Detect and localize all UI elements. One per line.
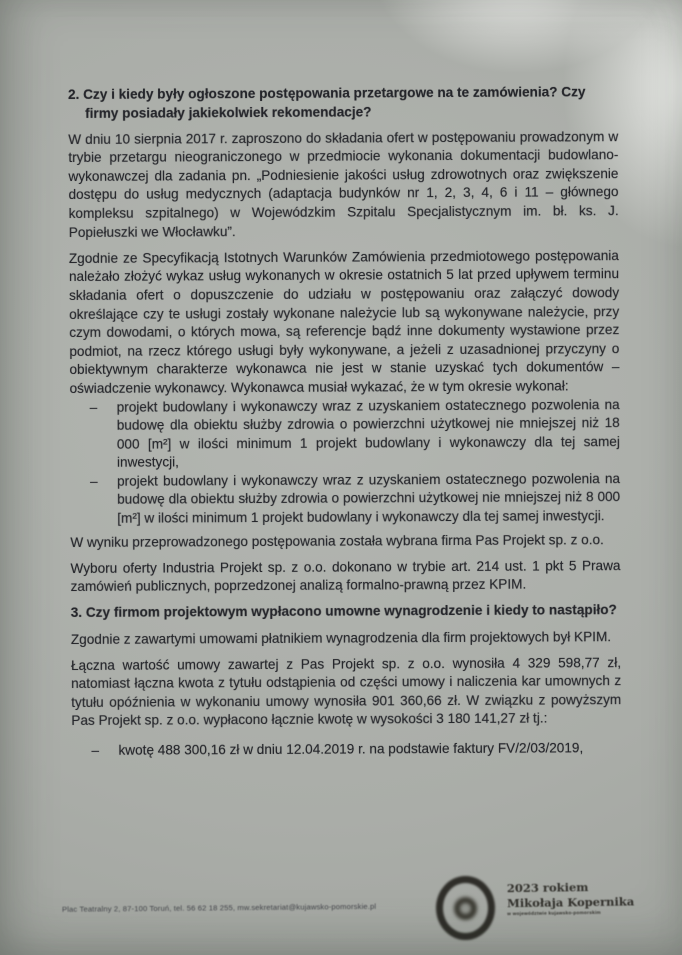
list-item	[70, 396, 620, 473]
list-item-text: projekt budowlany i wykonawczy wraz z uzyskaniem ostatecznego pozwolenia na budowę dla obiektu służby zdrowia o powierzchni użytkowej nie mniejszej niż 18 000 [m²] w ilości minimum 1 projekt budowlany i wykonawczy dla tej samej inwestycji,	[116, 396, 620, 471]
list-item	[71, 739, 621, 760]
copernicus-sun-icon	[454, 897, 477, 920]
paragraph-tender-invitation: W dniu 10 sierpnia 2017 r. zaproszono do składania ofert w postępowaniu prowadzonym w trybie przetargu nieograniczonego w przedmiocie wykonania dokumentacji budowlano-wykonawczej dla zadania pn. „Podniesienie jakości usług zdrowotnych oraz zwiększenie dostępu do usług medycznych (adaptacja budynków nr 1, 2, 3, 4, 6 i 11 – głównego kompleksu szpitalnego) w Wojewódzkim Szpitalu Specjalistycznym im. bł. ks. J. Popiełuszki we Włocławku”.	[68, 128, 619, 240]
document-body	[68, 83, 622, 765]
logo-subtitle-line: w województwie kujawsko-pomorskim	[507, 909, 601, 916]
payments-list	[71, 739, 621, 760]
copernicus-logo	[436, 876, 495, 940]
dash-bullet-icon: –	[90, 473, 98, 489]
copernicus-emblem-icon	[436, 876, 495, 940]
requirements-list	[70, 396, 621, 529]
logo-name-line: Mikołaja Kopernika	[506, 893, 635, 910]
logo-year-line: 2023 rokiem	[506, 880, 589, 896]
dash-bullet-icon: –	[89, 399, 98, 415]
paragraph-selection-result: W wyniku przeprowadzonego postępowania została wybrana firma Pas Projekt sp. z o.o.	[70, 531, 604, 550]
list-item	[70, 470, 620, 529]
question-2-heading: 2. Czy i kiedy były ogłoszone postępowania przetargowe na te zamówienia? Czy firmy posiadały jakiekolwiek rekomendacje?	[68, 84, 586, 121]
dash-bullet-icon: –	[91, 742, 100, 758]
question-3-heading: 3. Czy firmom projektowym wypłacono umowne wynagrodzenie i kiedy to nastąpiło?	[70, 602, 617, 621]
footer-address: Plac Teatralny 2, 87-100 Toruń, tel. 56 62 18 255, mw.sekretariat@kujawsko-pomorskie.pl	[61, 901, 377, 914]
paragraph-selection-mode: Wyboru oferty Industria Projekt sp. z o.o. dokonano w trybie art. 214 ust. 1 pkt 5 Prawa zamówień publicznych, poprzedzonej analizą formalno-prawną przez KPIM.	[70, 557, 621, 595]
paragraph-contract-amounts: Łączna wartość umowy zawartej z Pas Projekt sp. z o.o. wynosiła 4 329 598,77 zł, natomiast łączna kwota z tytułu odstąpienia od części umowy i naliczenia kar umownych z tytułu opóźnienia w wykonaniu umowy wynosiła 901 360,66 zł. W związku z powyższym Pas Projekt sp. z o.o. wypłacono łącznie kwotę w wysokości 3 180 141,27 zł tj.:	[70, 654, 622, 729]
copernicus-logo-caption	[507, 880, 677, 917]
list-item-text: kwotę 488 300,16 zł w dniu 12.04.2019 r. na podstawie faktury FV/2/03/2019,	[118, 740, 584, 758]
paragraph-siwz-requirements: Zgodnie ze Specyfikacją Istotnych Warunków Zamówienia przedmiotowego postępowania należało złożyć wykaz usług wykonanych w okresie ostatnich 5 lat przed upływem terminu składania ofert o dopuszczenie do udziału w postępowaniu oraz załączyć dowody określające czy te usługi zostały wykonane należycie lub są wykonywane należycie, przy czym dowodami, o których mowa, są referencje bądź inne dokumenty wystawione przez podmiot, na rzecz którego usługi były wykonywane, a jeżeli z uzasadnionej przyczyny o obiektywnym charakterze wykonawca nie jest w stanie uzyskać tych dokumentów – oświadczenie wykonawcy. Wykonawca musiał wykazać, że w tym okresie wykonał:	[68, 247, 620, 396]
paragraph-payer: Zgodnie z zawartymi umowami płatnikiem wynagrodzenia dla firm projektowych był KPIM.	[70, 628, 612, 647]
list-item-text: projekt budowlany i wykonawczy wraz z uzyskaniem ostatecznego pozwolenia na budowę dla obiektu służby zdrowia o powierzchni użytkowej nie mniejszej niż 8 000 [m²] w ilości minimum 1 projekt budowlany i wykonawczy dla tej samej inwestycji.	[117, 470, 621, 526]
